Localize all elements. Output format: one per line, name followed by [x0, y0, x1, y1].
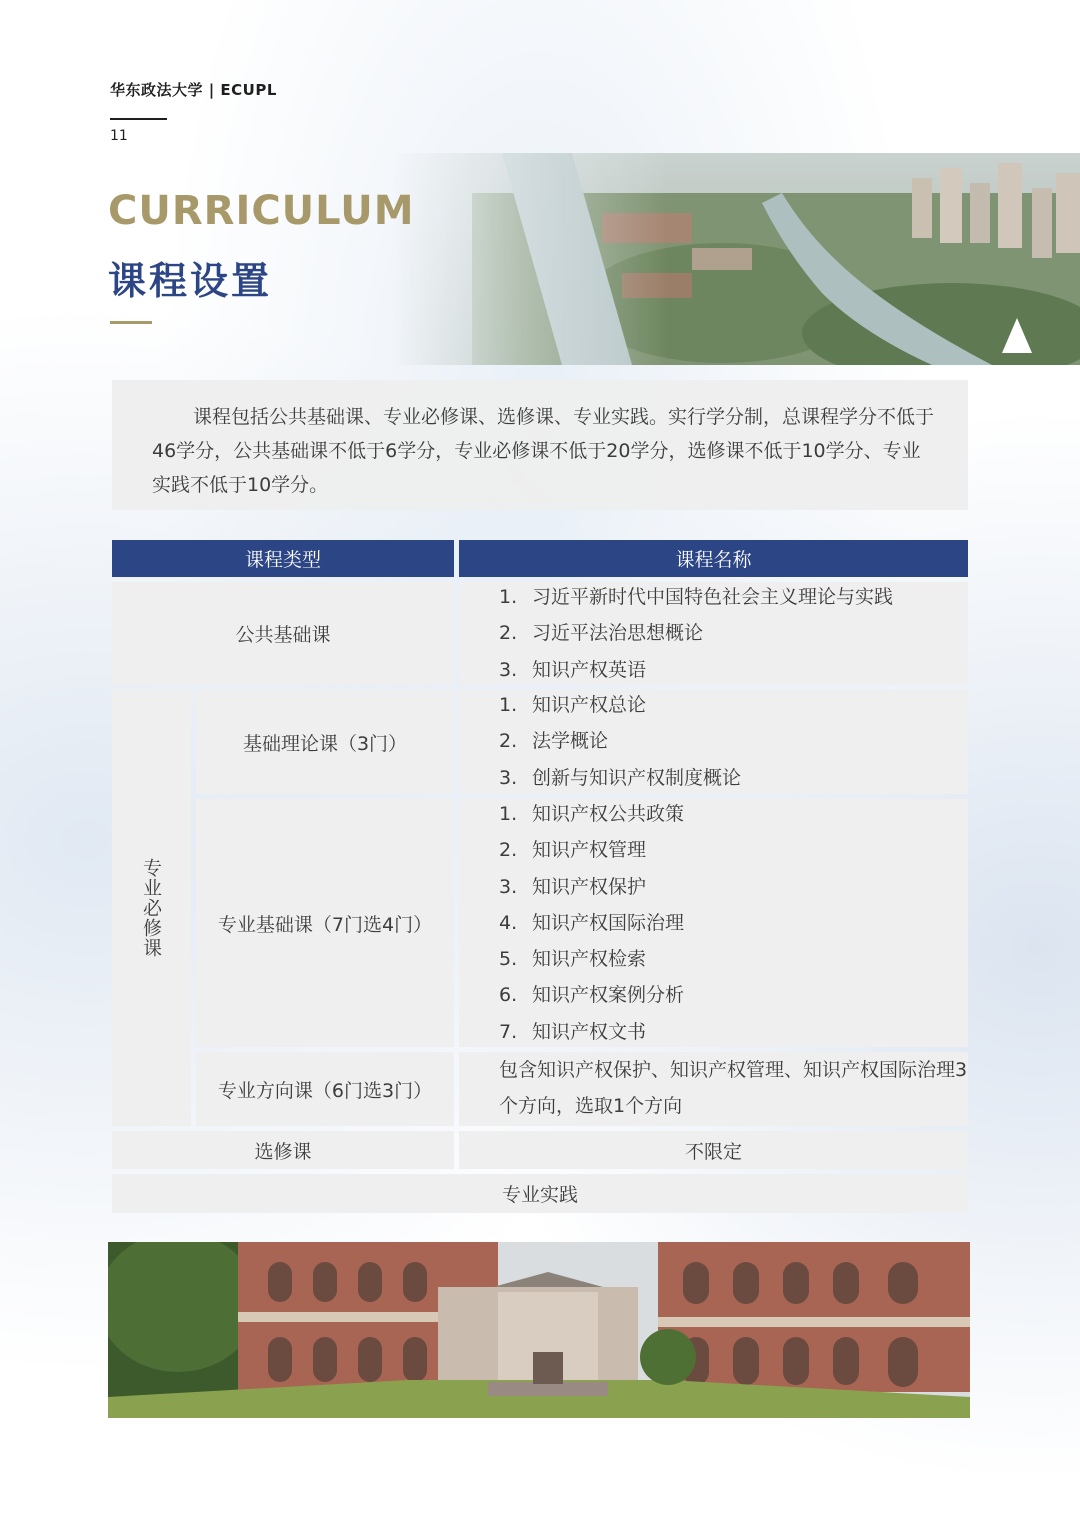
- row-elective-label: 选修课: [112, 1131, 454, 1169]
- row-basic-label: 专业基础课（7门选4门）: [196, 799, 454, 1047]
- list-item: 3. 知识产权英语: [499, 658, 647, 681]
- list-item: 2. 知识产权管理: [499, 839, 647, 862]
- aerial-campus-photo: [392, 153, 1080, 365]
- list-item: 7. 知识产权文书: [499, 1020, 647, 1043]
- intro-box: [112, 380, 968, 510]
- row-public-label: 公共基础课: [112, 582, 454, 685]
- row-required-label: [112, 690, 191, 1126]
- header-rule: [110, 118, 167, 120]
- row-basic-courses: [459, 799, 968, 1047]
- list-item: 4. 知识产权国际治理: [499, 911, 685, 934]
- row-practice: 专业实践: [112, 1174, 968, 1213]
- required-label-text: 专业必修课: [140, 858, 162, 958]
- row-direction-label: 专业方向课（6门选3门）: [196, 1052, 454, 1126]
- row-public-courses: [459, 582, 968, 685]
- brand-header: 华东政法大学 | ECUPL: [110, 81, 277, 99]
- title-english: CURRICULUM: [108, 188, 415, 234]
- title-rule: [110, 321, 152, 324]
- list-item: 5. 知识产权检索: [499, 948, 647, 971]
- list-item: 2. 法学概论: [499, 730, 609, 753]
- campus-building-photo: [108, 1242, 970, 1418]
- list-item: 3. 创新与知识产权制度概论: [499, 766, 742, 789]
- list-item: 2. 习近平法治思想概论: [499, 622, 704, 645]
- direction-text: 包含知识产权保护、知识产权管理、知识产权国际治理3个方向，选取1个方向: [499, 1059, 968, 1117]
- row-elective-value: 不限定: [459, 1131, 968, 1169]
- list-item: 6. 知识产权案例分析: [499, 984, 685, 1007]
- intro-text: 课程包括公共基础课、专业必修课、选修课、专业实践。实行学分制，总课程学分不低于46学分，公共基础课不低于6学分，专业必修课不低于20学分，选修课不低于10学分、专业实践不低于10学分。: [152, 406, 935, 496]
- row-theory-courses: [459, 690, 968, 794]
- row-direction-courses: [459, 1052, 968, 1126]
- page-number: 11: [110, 128, 128, 144]
- header-course-type: 课程类型: [112, 540, 454, 577]
- list-item: 1. 知识产权总论: [499, 694, 647, 716]
- list-item: 1. 知识产权公共政策: [499, 803, 685, 825]
- row-theory-label: 基础理论课（3门）: [196, 690, 454, 794]
- list-item: 3. 知识产权保护: [499, 875, 647, 898]
- title-chinese: 课程设置: [108, 259, 273, 303]
- list-item: 1. 习近平新时代中国特色社会主义理论与实践: [499, 586, 894, 608]
- header-course-name: 课程名称: [459, 540, 968, 577]
